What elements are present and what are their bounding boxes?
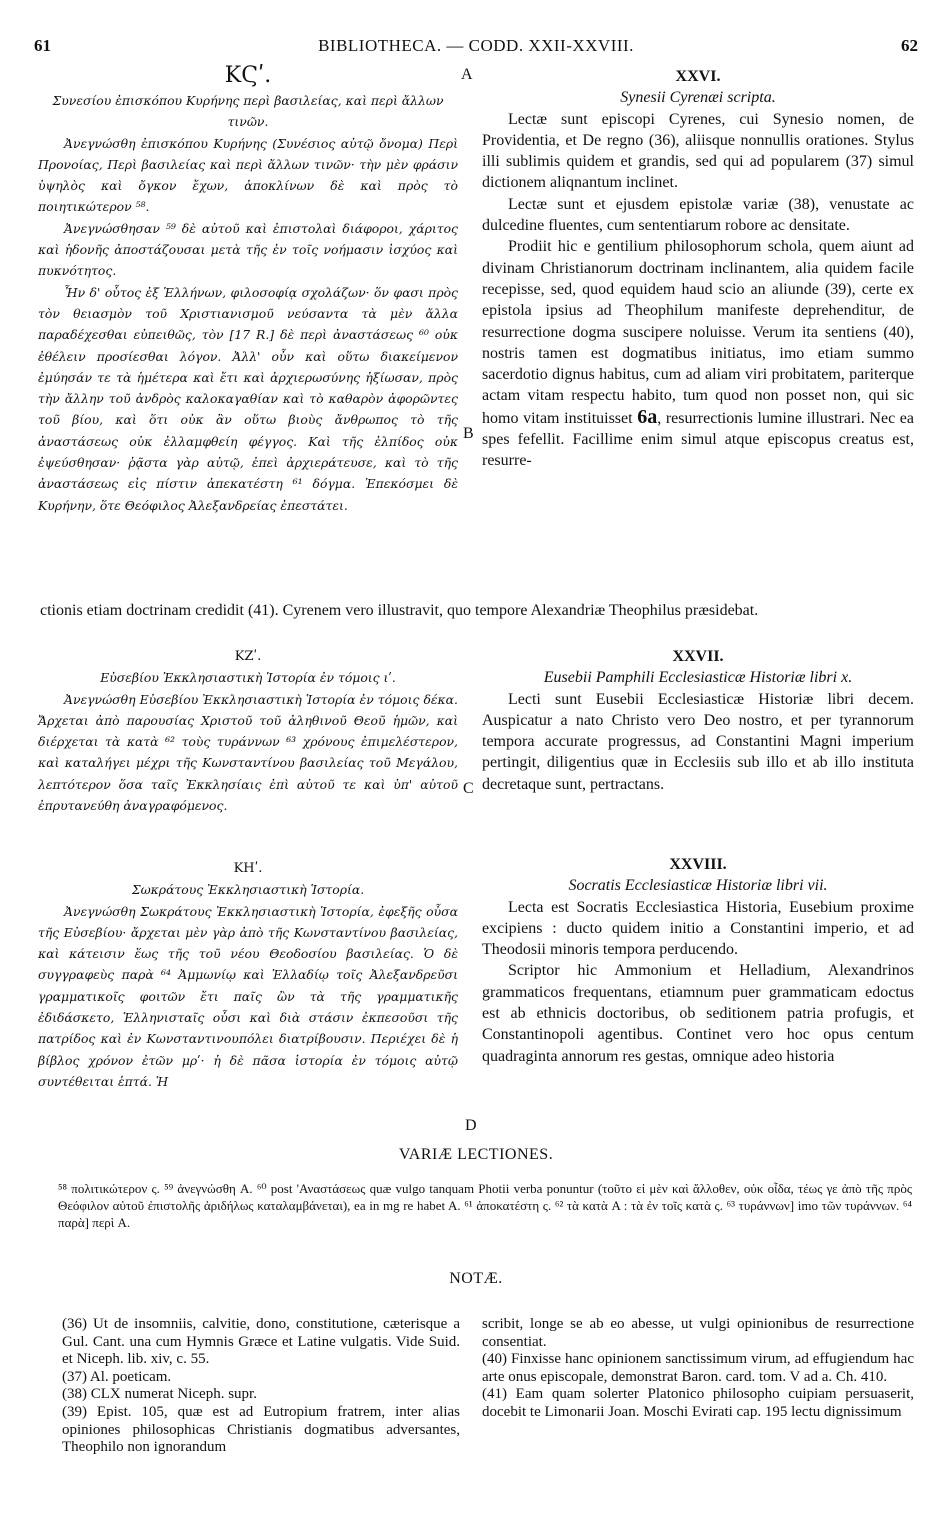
latin-paragraph: Lectæ sunt episcopi Cyrenes, cui Synesio nomen, de Providentia, et De regno (36), aliisque nonnullis orationes. Stylus illi sublimis quidem et grandis, sed qui ad popularem (37) simul dictionem aliqnantum inclinet. <box>482 110 914 192</box>
latin-codex-title: Eusebii Pamphili Ecclesiasticæ Historiæ libri x. <box>543 669 853 687</box>
variae-lectiones-heading: VARIÆ LECTIONES. <box>398 1146 554 1163</box>
note-item: scribit, longe se ab eo abesse, ut vulgi opinionibus de resurrectione consentiat. <box>482 1316 914 1350</box>
margin-letter-a: A <box>461 66 473 83</box>
latin-paragraph: Lectæ sunt et ejusdem epistolæ variæ (38), venustate ac dulcedine fluentes, cum sententiarum robore ac densitate. <box>482 195 914 235</box>
note-item: (39) Epist. 105, quæ est ad Eutropium fratrem, inter alias opiniones philosophicas Christianis dogmatibus adversantes, Theophilo non ignorandum <box>62 1403 460 1456</box>
notae-right-column <box>482 1316 914 1422</box>
running-title: BIBLIOTHECA. — CODD. XXII-XXVIII. <box>318 36 634 55</box>
greek-paragraph: Ἀνεγνώσθη Σωκράτους Ἐκκλησιαστικὴ Ἱστορία, ἐφεξῆς οὖσα τῆς Εὐσεβίου· ἄρχεται μὲν γὰρ ἀπὸ τῆς Κωνσταντίνου βασιλείας, καὶ κάτεισιν ἕως τῆς τοῦ νέου Θεοδοσίου βασιλείας. Ὁ δὲ συγγραφεὺς παρὰ ⁶⁴ Ἀμμωνίῳ καὶ Ἑλλαδίῳ τοῖς Ἀλεξανδρεῦσι γραμματικοῖς φοιτῶν ἔτι παῖς ὢν τὰ τῆς γραμματικῆς ἐδιδάσκετο, Ἑλληνισταῖς οὖσι καὶ διὰ στάσιν ἐκπεσοῦσι τῆς πατρίδος καὶ ἐν Κωνσταντινουπόλει διατρίβουσιν. Περιέχει δὲ ἡ βίβλος χρόνον ἐτῶν μρʹ· ἡ δὲ πᾶσα ἱστορία ἐν τόμοις αὐτῷ συντέθειται ἑπτά. Ἡ <box>38 903 458 1089</box>
latin-paragraph: Scriptor hic Ammonium et Helladium, Alexandrinos grammaticos frequentans, etiamnum puer grammaticam edoctus est ab ethnicis doctoribus, ob seditionem patria profugis, et Constantinopoli agentibus. Continet vero hoc opus centum quadraginta annorum res gestas, omnique adeo historia <box>482 962 914 1065</box>
latin-codex-number: XXVI. <box>675 68 721 85</box>
latin-column-cod27 <box>482 646 914 846</box>
greek-column-cod28 <box>38 858 458 1138</box>
page-number-right: 62 <box>901 36 918 55</box>
greek-codex-number: ΚΖʹ. <box>234 649 262 664</box>
note-item: (37) Al. poeticam. <box>62 1368 172 1385</box>
margin-letter-c: C <box>463 780 474 797</box>
greek-column-cod26 <box>38 62 458 602</box>
latin-codex-title: Socratis Ecclesiasticæ Historiæ libri vii. <box>568 877 828 895</box>
greek-paragraph: Ἀνεγνώσθη ἐπισκόπου Κυρήνης (Συνέσιος αὐτῷ ὄνομα) Περὶ Προνοίας, Περὶ βασιλείας καὶ περὶ ἄλλων τινῶν· τὴν μὲν φράσιν ὑψηλὸς καὶ ὄγκον ἔχων, ἀποκλίνων δὲ καὶ πρὸς τὸ ποιητικώτερον ⁵⁸. <box>38 135 458 215</box>
page-marker: 6a <box>637 405 658 428</box>
latin-text: Prodiit hic e gentilium philosophorum schola, quem aiunt ad divinam Christianorum doctrinam inclinantem, alia quidem facile recepisse, sed, quod equidem haud scio an aliunde (39), certe ex epistola ipsius ad Theophilum manifeste deprehenditur, de resurrectione dogma suscipere noluisse. Verum ita sentiens (40), nostris tamen est dogmatibus initiatus, imo etiam summo sacerdotio dignus habitus, cum ad aliam viri probitatem, pariterque actam vitam respectu habito, tum quod non posset non, qui sic homo vitam instituisset <box>482 238 914 427</box>
latin-column-cod28 <box>482 854 914 1139</box>
greek-column-cod27 <box>38 646 458 851</box>
margin-letter-d: D <box>465 1117 477 1134</box>
greek-codex-number: ΚΗʹ. <box>233 861 263 876</box>
greek-codex-title: Σωκράτους Ἐκκλησιαστικὴ Ἱστορία. <box>131 882 365 898</box>
greek-paragraph: Ἀνεγνώσθη Εὐσεβίου Ἐκκλησιαστικὴ Ἱστορία ἐν τόμοις δέκα. Ἄρχεται ἀπὸ παρουσίας Χριστοῦ τοῦ ἀληθινοῦ Θεοῦ ἡμῶν, καὶ διέρχεται τὰ κατὰ ⁶² τοὺς τυράννων ⁶³ χρόνους ἐπιμελέστερον, καὶ καταλήγει μέχρι τῆς Κωνσταντίνου βασιλείας τοῦ Μεγάλου, λεπτότερον ὅσα ταῖς Ἐκκλησίαις ἐπὶ αὐτοῦ τε καὶ ὑπ' αὐτοῦ ἐπρυτανεύθη ἀναγραφόμενος. <box>38 691 458 814</box>
latin-paragraph: Lecti sunt Eusebii Ecclesiasticæ Historiæ libri decem. Auspicatur a nato Christo vero Deo nostro, et per tyrannorum tempora accurate progressus, ad Constantini Magni imperium pertingit, diligentius quæ in Ecclesiis sub illo et ab illo instituta decretaque sunt, pertractans. <box>482 690 914 793</box>
greek-codex-title: Συνεσίου ἐπισκόπου Κυρήνης περὶ βασιλείας, καὶ περὶ ἄλλων τινῶν. <box>52 93 444 130</box>
greek-paragraph: Ἦν δ' οὗτος ἐξ Ἑλλήνων, φιλοσοφίᾳ σχολάζων· ὅν φασι πρὸς τὸν θειασμὸν τοῦ Χριστιανισμοῦ νεύσαντα τὰ μὲν ἄλλα παραδέχεσθαι εὐπειθῶς, τὸν [17 R.] δὲ περὶ ἀναστάσεως ⁶⁰ οὐκ ἐθέλειν προσίεσθαι λόγον. Ἀλλ' οὖν καὶ οὕτω διακείμενον ἐμύησάν τε τὰ ἡμέτερα καὶ ἔτι καὶ ἀρχιερωσύνης ἠξίωσαν, πρὸς τὴν ἄλλην τοῦ ἀνδρὸς καλοκαγαθίαν καὶ τὸ καθαρὸν ἀφορῶντες τοῦ βίου, καὶ ὅτι οὐκ ἂν οὕτω βιοὺς ἄνθρωπος τὸ τῆς ἀναστάσεως οὐκ ἐλλαμφθείη φέγγος. Καὶ τῆς ἐλπίδος οὐκ ἐψεύσθησαν· ῥᾷστα γὰρ αὐτῷ, ἐπεὶ ἀρχιεράτευσε, καὶ τὸ τῆς ἀναστάσεως εἰς πίστιν ἀπεκατέστη ⁶¹ δόγμα. Ἐπεκόσμει δὲ Κυρήνην, ὅτε Θεόφιλος Ἀλεξανδρείας ἐπεστάτει. <box>38 284 458 513</box>
running-header <box>34 36 918 58</box>
note-item: (40) Finxisse hanc opinionem sanctissimum virum, ad effugiendum hac arte onus episcopale, demonstrat Baron. card. tom. V ad a. Ch. 410. <box>482 1351 914 1385</box>
latin-codex-number: XXVIII. <box>669 856 727 873</box>
notae-left-column <box>62 1316 460 1457</box>
greek-paragraph: Ἀνεγνώσθησαν ⁵⁹ δὲ αὐτοῦ καὶ ἐπιστολαὶ διάφοροι, χάριτος καὶ ἡδονῆς ἀποστάζουσαι μετὰ τῆς ἐν τοῖς νοήμασιν ἰσχύος καὶ πυκνότητος. <box>38 220 458 279</box>
latin-paragraph: Lecta est Socratis Ecclesiastica Historia, Eusebium proxime excipiens : ducto quidem initio a Constantini imperio, et ad Theodosii minoris tempora perducendo. <box>482 898 914 959</box>
latin-column-cod26 <box>482 66 914 606</box>
page-number-left: 61 <box>34 36 51 55</box>
margin-letter-b: B <box>463 425 474 442</box>
greek-codex-title: Εὐσεβίου Ἐκκλησιαστικὴ Ἱστορία ἐν τόμοις ιʹ. <box>100 670 396 686</box>
variae-lectiones-text: ⁵⁸ πολιτικώτερον ς. ⁵⁹ ἀνεγνώσθη A. ⁶⁰ post 'Αναστάσεως quæ vulgo tanquam Photii verba ponuntur (τοῦτο εἰ μὲν καὶ ἄλλοθεν, οὐκ οἶδα, τέως γε ἀπὸ τῆς πρὸς Θεόφιλον αὐτοῦ ἐπιστολῆς ἀριδήλως καταλαμβάνεται), ea in mg re habet A. ⁶¹ ἀποκατέστη ς. ⁶² τὰ κατὰ A : τὰ ἐν τοῖς κατὰ ς. ⁶³ τυράννων] imo τῶν τυράννων. ⁶⁴ παρὰ] περὶ A. <box>58 1181 912 1230</box>
latin-text: , resurrectionis lumine illustrari. Nec ea spes fefellit. Facillime enim simul atque episcopus creatus est, resurre- <box>482 409 914 470</box>
notae-heading: NOTÆ. <box>449 1270 503 1287</box>
latin-codex-title: Synesii Cyrenæi scripta. <box>620 89 776 107</box>
latin-full-width-continuation: ctionis etiam doctrinam credidit (41). Cyrenem vero illustravit, quo tempore Alexandriæ Theophilus præsidebat. <box>40 602 759 619</box>
note-item: (36) Ut de insomniis, calvitie, dono, constitutione, cæterisque a Gul. Cant. una cum Hymnis Græce et Latine vulgatis. Vide Suid. et Niceph. lib. xiv, c. 55. <box>62 1316 460 1368</box>
note-item: (38) CLX numerat Niceph. supr. <box>62 1386 257 1403</box>
greek-codex-number: ΚϚʹ. <box>224 63 272 88</box>
latin-codex-number: XXVII. <box>672 648 724 665</box>
latin-paragraph <box>482 236 914 471</box>
note-item: (41) Eam quam solerter Platonico philosopho cuipiam persuaserit, docebit te Limonarii Joan. Moschi Evirati cap. 195 lectu dignissimum <box>482 1386 914 1420</box>
